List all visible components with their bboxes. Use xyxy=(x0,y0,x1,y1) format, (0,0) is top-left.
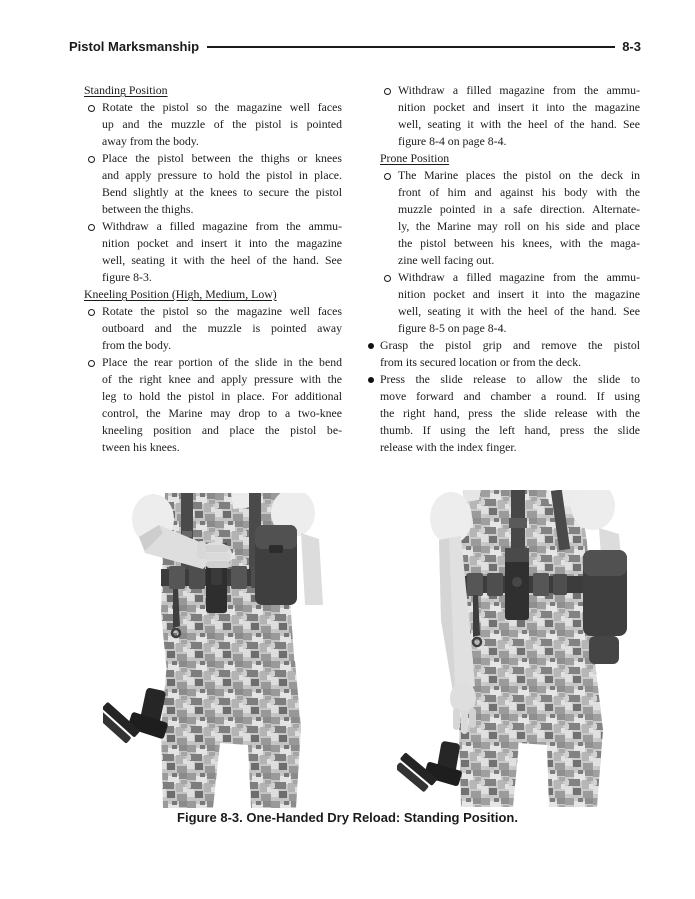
trousers xyxy=(459,662,603,807)
bullet-item xyxy=(84,354,342,456)
text-line: well, seating it with the heel of the hand. See xyxy=(102,253,342,267)
figure-photo-left xyxy=(103,493,338,808)
bullet-text xyxy=(398,167,640,269)
text-column-right xyxy=(368,82,640,456)
section-heading: Standing Position xyxy=(84,83,168,97)
bullet-item xyxy=(368,337,640,371)
finger xyxy=(453,708,460,730)
bullet-text xyxy=(102,303,342,354)
bullet-text xyxy=(398,269,640,337)
text-line: Grasp the pistol grip and remove the pistol xyxy=(380,338,640,352)
text-line: and apply pressure to hold the pistol in place. xyxy=(102,168,342,182)
bullet-text xyxy=(380,371,640,456)
hip-pouch-snap xyxy=(269,545,283,553)
text-line: kneeling position and place the pistol be- xyxy=(102,423,342,437)
text-line: Withdraw a filled magazine from the ammu- xyxy=(398,83,640,97)
filled-bullet-icon xyxy=(368,377,374,383)
bullet-text xyxy=(102,99,342,150)
bullet-item xyxy=(84,218,342,286)
bullet-item xyxy=(84,99,342,150)
open-bullet-icon xyxy=(88,309,95,316)
text-line: figure 8-4 on page 8-4. xyxy=(398,134,507,148)
bullet-item xyxy=(368,371,640,456)
text-line: from its secured location or from the deck. xyxy=(380,355,582,369)
belt-pouch xyxy=(553,574,567,595)
text-line: zine well facing out. xyxy=(398,253,495,267)
belt-pouch xyxy=(189,566,205,589)
text-line: Press the slide release to allow the slide to xyxy=(380,372,640,386)
trousers xyxy=(161,661,301,808)
bullet-text xyxy=(398,82,640,150)
open-bullet-icon xyxy=(88,105,95,112)
text-line: the pistol between his knees, with the maga- xyxy=(398,236,640,250)
text-line: move forward and chamber a round. If using xyxy=(380,389,640,403)
open-bullet-icon xyxy=(384,275,391,282)
text-column-left xyxy=(84,82,342,456)
figure-photo-right xyxy=(397,490,639,807)
text-line: from the body. xyxy=(102,338,172,352)
bullet-item xyxy=(84,150,342,218)
open-bullet-icon xyxy=(88,360,95,367)
header-rule xyxy=(207,46,615,48)
text-line: release with the index finger. xyxy=(380,440,517,454)
strap-buckle xyxy=(509,518,527,528)
belt-pouch xyxy=(533,573,549,596)
text-line: Rotate the pistol so the magazine well faces xyxy=(102,304,342,318)
finger xyxy=(203,545,229,552)
text-line: away from the body. xyxy=(102,134,199,148)
text-line: Rotate the pistol so the magazine well faces xyxy=(102,100,342,114)
bullet-text xyxy=(102,150,342,218)
rolled-sleeve xyxy=(430,492,472,544)
text-line: well, seating it with the heel of the hand. See xyxy=(398,117,640,131)
belt-pouch xyxy=(169,566,185,589)
section-heading: Kneeling Position (High, Medium, Low) xyxy=(84,287,277,301)
text-line: thumb. If using the left hand, press the slide xyxy=(380,423,640,437)
hip-pouch-flap xyxy=(583,550,627,576)
camo-figure-standing xyxy=(397,490,627,807)
finger xyxy=(461,710,468,734)
filled-bullet-icon xyxy=(368,343,374,349)
text-line: well, seating it with the heel of the hand. See xyxy=(398,304,640,318)
text-line: nition pocket and insert it into the magazine xyxy=(398,100,640,114)
text-line: control, the Marine may drop to a two-knee xyxy=(102,406,342,420)
bullet-item xyxy=(84,303,342,354)
text-line: muzzle pointed in a safe direction. Alternate- xyxy=(398,202,640,216)
text-line: of the right knee and apply pressure with the xyxy=(102,372,342,386)
text-line: between the thighs. xyxy=(102,202,194,216)
figure-caption: Figure 8-3. One-Handed Dry Reload: Standing Position. xyxy=(177,810,518,825)
finger xyxy=(469,708,476,728)
text-line: leg to hold the pistol in place. For additional xyxy=(102,389,342,403)
text-line: front of him and against his body with the xyxy=(398,185,640,199)
text-line: nition pocket and insert it into the magazine xyxy=(398,287,640,301)
hip-pouch-bottom xyxy=(589,636,619,664)
finger xyxy=(206,561,230,568)
text-line: Bend slightly at the knees to secure the pistol xyxy=(102,185,342,199)
bullet-text xyxy=(380,337,640,371)
page-header xyxy=(69,39,641,54)
bullet-text xyxy=(102,218,342,286)
text-line: Withdraw a filled magazine from the ammu- xyxy=(102,219,342,233)
text-line: nition pocket and insert it into the magazine xyxy=(102,236,342,250)
pistol xyxy=(397,741,463,794)
open-bullet-icon xyxy=(88,224,95,231)
text-line: outboard and the muzzle is pointed away xyxy=(102,321,342,335)
text-line: Place the pistol between the thighs or knees xyxy=(102,151,342,165)
bullet-text xyxy=(102,354,342,456)
text-line: ly, the Marine may roll on his side and place xyxy=(398,219,640,233)
text-line: Place the rear portion of the slide in the bend xyxy=(102,355,342,369)
bullet-item xyxy=(368,269,640,337)
running-head-title: Pistol Marksmanship xyxy=(69,39,200,54)
finger xyxy=(204,553,230,560)
bullet-item xyxy=(368,167,640,269)
text-line: up and the muzzle of the pistol is pointed xyxy=(102,117,342,131)
text-line: Withdraw a filled magazine from the ammu- xyxy=(398,270,640,284)
text-line: tween his knees. xyxy=(102,440,180,454)
text-line: the right hand, press the slide release with the xyxy=(380,406,640,420)
text-line: figure 8-5 on page 8-4. xyxy=(398,321,507,335)
right-forearm xyxy=(301,533,323,605)
text-line: figure 8-3. xyxy=(102,270,152,284)
camo-figure-reloading xyxy=(103,493,323,808)
pistol xyxy=(103,687,169,745)
belt-pouch xyxy=(467,573,483,596)
open-bullet-icon xyxy=(384,88,391,95)
bullet-item xyxy=(368,82,640,150)
open-bullet-icon xyxy=(384,173,391,180)
belt-pouch xyxy=(231,566,247,589)
belt-pouch xyxy=(487,573,503,596)
text-line: The Marine places the pistol on the deck in xyxy=(398,168,640,182)
pouch-snap xyxy=(512,577,522,587)
thumb xyxy=(197,541,206,559)
magazine-pouch-flap xyxy=(505,548,529,562)
page-number: 8-3 xyxy=(622,39,641,54)
section-heading: Prone Position xyxy=(380,151,450,165)
open-bullet-icon xyxy=(88,156,95,163)
